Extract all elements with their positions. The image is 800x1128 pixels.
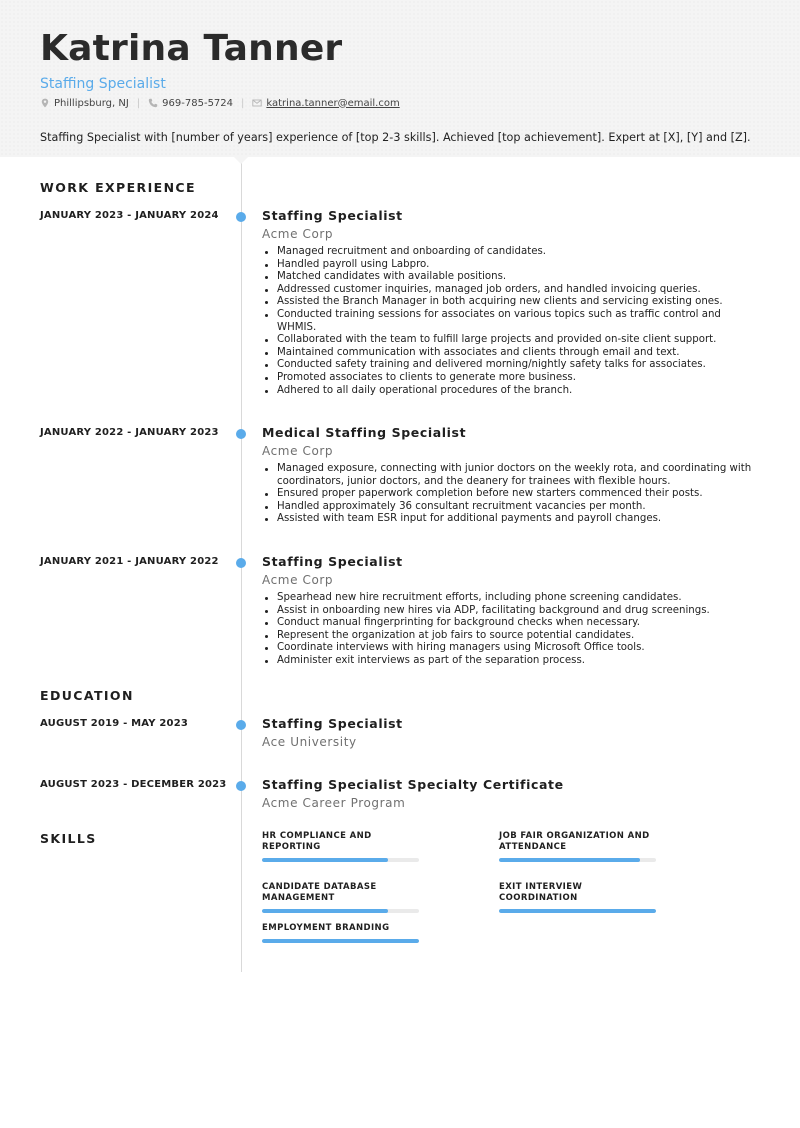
education-entry xyxy=(262,777,752,810)
skill-bar xyxy=(262,939,419,943)
bullet-item: Spearhead new hire recruitment efforts, including phone screening candidates. xyxy=(262,592,752,605)
skill-label: JOB FAIR ORGANIZATION AND ATTENDANCE xyxy=(499,831,650,852)
experience-bullets xyxy=(262,592,752,668)
header-notch xyxy=(234,157,248,164)
bullet-item: Matched candidates with available positions. xyxy=(262,271,752,284)
skill-item xyxy=(262,831,420,862)
contact-email[interactable] xyxy=(252,98,399,109)
skill-label: HR COMPLIANCE AND REPORTING xyxy=(262,831,372,852)
candidate-title: Staffing Specialist xyxy=(40,76,166,92)
bullet-item: Promoted associates to clients to generate more business. xyxy=(262,372,752,385)
skill-label: CANDIDATE DATABASE MANAGEMENT xyxy=(262,882,377,903)
bullet-item: Assist in onboarding new hires via ADP, facilitating background and drug screenings. xyxy=(262,605,752,618)
experience-entry xyxy=(262,554,752,668)
timeline-dot xyxy=(236,212,246,222)
bullet-item: Managed exposure, connecting with junior doctors on the weekly rota, and coordinating with coordinators, junior doctors, and the deanery for trainees with flexible hours. xyxy=(262,463,752,488)
skill-item xyxy=(262,882,420,913)
skill-item xyxy=(262,923,420,943)
experience-dates: JANUARY 2023 - JANUARY 2024 xyxy=(40,210,219,221)
education-school: Ace University xyxy=(262,735,357,749)
experience-title: Staffing Specialist xyxy=(262,208,403,223)
phone-icon xyxy=(148,98,158,108)
bullet-item: Adhered to all daily operational procedures of the branch. xyxy=(262,385,752,398)
education-dates: AUGUST 2023 - DECEMBER 2023 xyxy=(40,779,227,790)
bullet-item: Coordinate interviews with hiring managers using Microsoft Office tools. xyxy=(262,642,752,655)
experience-dates: JANUARY 2022 - JANUARY 2023 xyxy=(40,427,219,438)
timeline-dot xyxy=(236,781,246,791)
contact-location xyxy=(40,98,129,109)
section-title-skills: SKILLS xyxy=(40,831,97,846)
experience-entry xyxy=(262,425,752,526)
skill-bar xyxy=(262,858,419,862)
bullet-item: Conduct manual fingerprinting for background checks when necessary. xyxy=(262,617,752,630)
bullet-item: Addressed customer inquiries, managed job orders, and handled invoicing queries. xyxy=(262,284,752,297)
skill-bar-fill xyxy=(262,939,419,943)
timeline-dot xyxy=(236,720,246,730)
bullet-item: Handled approximately 36 consultant recruitment vacancies per month. xyxy=(262,501,752,514)
experience-company: Acme Corp xyxy=(262,227,334,241)
bullet-item: Assisted the Branch Manager in both acquiring new clients and servicing existing ones. xyxy=(262,296,752,309)
skill-item xyxy=(499,831,657,862)
skill-label: EMPLOYMENT BRANDING xyxy=(262,923,390,933)
contact-info xyxy=(40,96,400,110)
email-link[interactable]: katrina.tanner@email.com xyxy=(266,97,400,109)
map-pin-icon xyxy=(40,98,50,108)
experience-bullets xyxy=(262,246,752,397)
section-title-work-experience: WORK EXPERIENCE xyxy=(40,180,196,195)
experience-company: Acme Corp xyxy=(262,573,334,587)
education-school: Acme Career Program xyxy=(262,796,406,810)
bullet-item: Maintained communication with associates and clients through email and text. xyxy=(262,347,752,360)
experience-title: Staffing Specialist xyxy=(262,554,403,569)
section-title-education: EDUCATION xyxy=(40,688,134,703)
bullet-item: Handled payroll using Labpro. xyxy=(262,259,752,272)
contact-separator: | xyxy=(136,97,141,109)
skill-bar-fill xyxy=(262,858,388,862)
resume-header xyxy=(0,0,800,157)
contact-separator: | xyxy=(241,97,245,109)
skill-bar-fill xyxy=(499,909,656,913)
contact-phone xyxy=(148,98,233,109)
profile-summary: Staffing Specialist with [number of years] experience of [top 2-3 skills]. Achieved [top achievement]. Expert at [X], [Y] and [Z]. xyxy=(40,131,751,144)
education-entry xyxy=(262,716,752,749)
envelope-icon xyxy=(252,98,262,108)
experience-company: Acme Corp xyxy=(262,444,334,458)
bullet-item: Ensured proper paperwork completion before new starters commenced their posts. xyxy=(262,488,752,501)
skill-bar xyxy=(499,909,656,913)
experience-title: Medical Staffing Specialist xyxy=(262,425,467,440)
experience-entry xyxy=(262,208,752,397)
timeline-dot xyxy=(236,558,246,568)
skill-label: EXIT INTERVIEW COORDINATION xyxy=(499,882,583,903)
bullet-item: Managed recruitment and onboarding of candidates. xyxy=(262,246,752,259)
education-dates: AUGUST 2019 - MAY 2023 xyxy=(40,718,189,729)
bullet-item: Assisted with team ESR input for additional payments and payroll changes. xyxy=(262,513,752,526)
experience-bullets xyxy=(262,463,752,526)
education-degree: Staffing Specialist Specialty Certificate xyxy=(262,777,564,792)
skill-bar xyxy=(499,858,656,862)
candidate-name: Katrina Tanner xyxy=(40,28,343,69)
experience-dates: JANUARY 2021 - JANUARY 2022 xyxy=(40,556,219,567)
bullet-item: Conducted safety training and delivered morning/nightly safety talks for associates. xyxy=(262,359,752,372)
location-text: Phillipsburg, NJ xyxy=(54,97,129,109)
skill-bar xyxy=(262,909,419,913)
bullet-item: Represent the organization at job fairs to source potential candidates. xyxy=(262,630,752,643)
skill-item xyxy=(499,882,657,913)
bullet-item: Administer exit interviews as part of the separation process. xyxy=(262,655,752,668)
timeline-dot xyxy=(236,429,246,439)
skill-bar-fill xyxy=(499,858,640,862)
bullet-item: Collaborated with the team to fulfill large projects and provided on-site client support. xyxy=(262,334,752,347)
education-degree: Staffing Specialist xyxy=(262,716,403,731)
skill-bar-fill xyxy=(262,909,388,913)
phone-text: 969-785-5724 xyxy=(162,97,234,109)
bullet-item: Conducted training sessions for associates on various topics such as traffic control and WHMIS. xyxy=(262,309,752,334)
